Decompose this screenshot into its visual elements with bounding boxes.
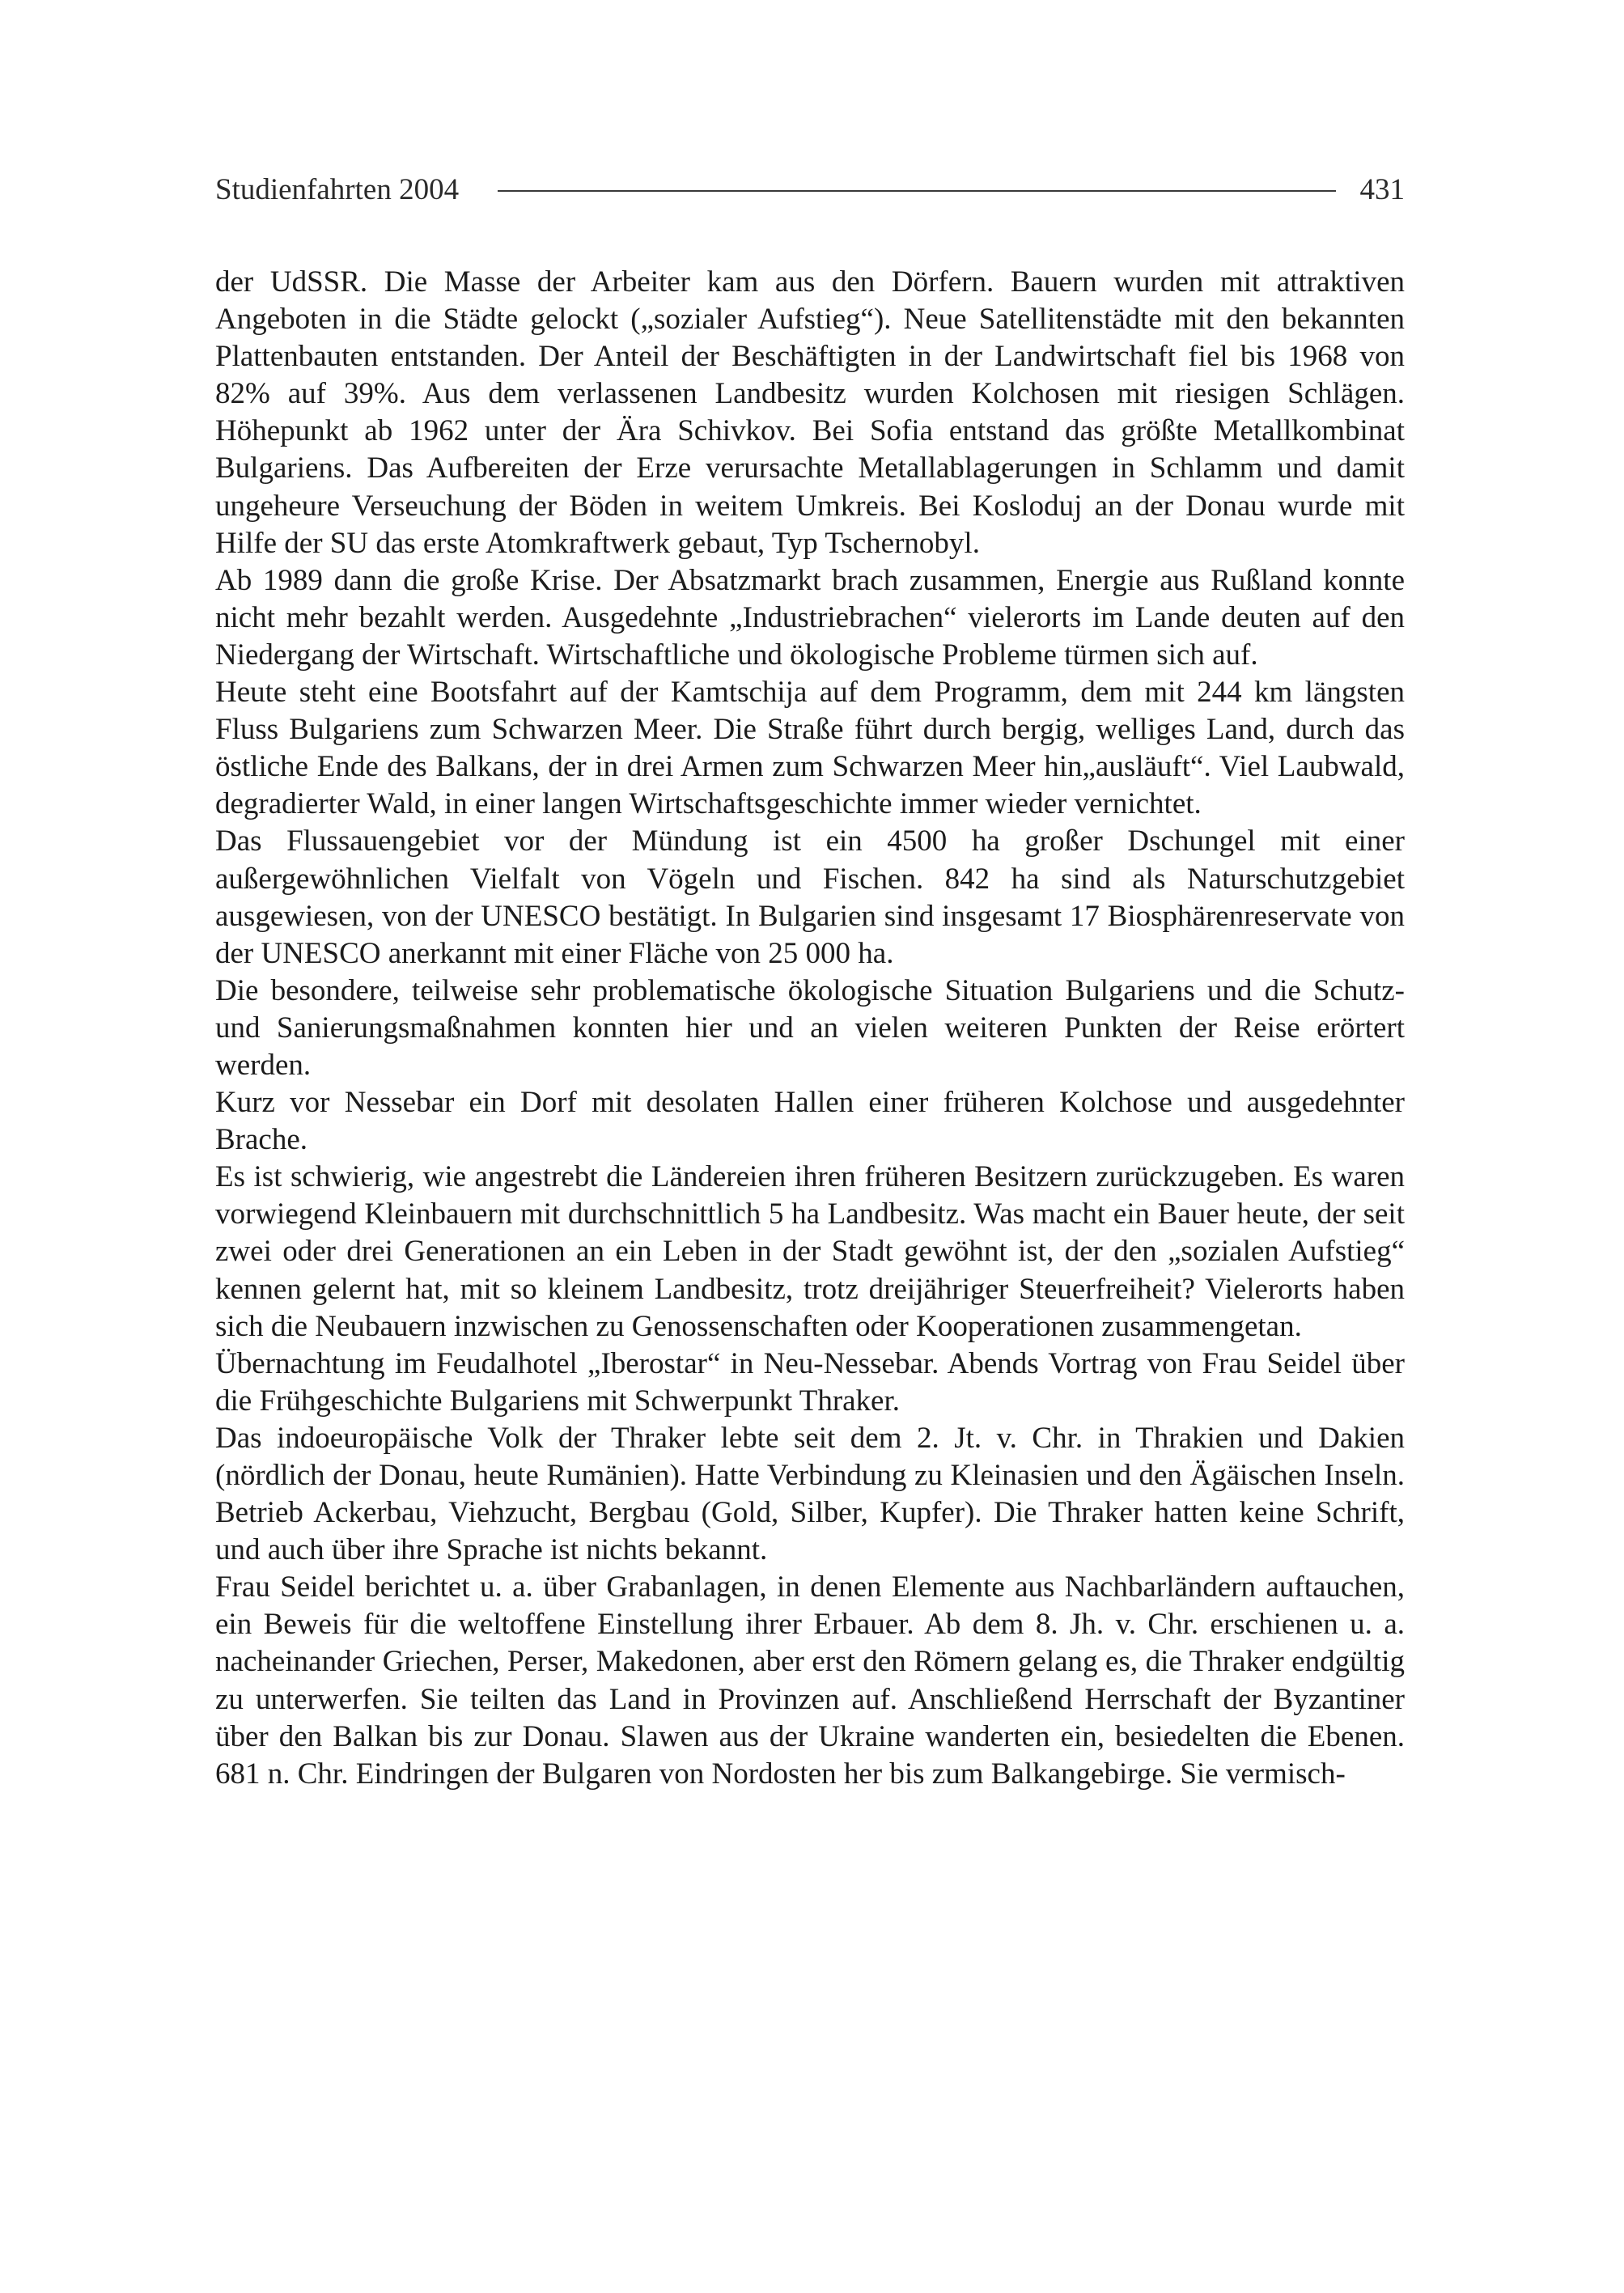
paragraph-history: Frau Seidel berichtet u. a. über Grabanlagen, in denen Elemente aus Nachbarländern auftauchen, ein Beweis für die weltoffene Einstellung ihrer Erbauer. Ab dem 8. Jh. v. Chr. erschienen u. a. nacheinander Griechen, Perser, Makedonen, aber erst den Römern gelang es, die Thraker endgültig zu unterwerfen. Sie teilten das Land in Provinzen auf. Anschließend Herrschaft der Byzantiner über den Balkan bis zur Donau. Slawen aus der Ukraine wanderten ein, besiedelten die Ebenen. 681 n. Chr. Eindringen der Bulgaren von Nordosten her bis zum Balkangebirge. Sie vermisch- xyxy=(215,1570,1405,1791)
paragraph-thracians: Das indoeuropäische Volk der Thraker lebte seit dem 2. Jt. v. Chr. in Thrakien und Dakien (nördlich der Donau, heute Rumänien). Hatte Verbindung zu Kleinasien und den Ägäischen Inseln. Betrieb Ackerbau, Viehzucht, Bergbau (Gold, Silber, Kupfer). Die Thraker hatten keine Schrift, und auch über ihre Sprache ist nichts bekannt. xyxy=(215,1421,1405,1567)
journal-title: Studienfahrten 2004 xyxy=(215,172,460,206)
page-number: 431 xyxy=(1359,172,1405,206)
paragraph-boat-trip: Heute steht eine Bootsfahrt auf der Kamtschija auf dem Programm, dem mit 244 km längsten Fluss Bulgariens zum Schwarzen Meer. Die Straße führt durch bergig, welliges Land, durch das östliche Ende des Balkans, der in drei Armen zum Schwarzen Meer hin„ausläuft“. Viel Laubwald, degradierter Wald, in einer langen Wirtschaftsgeschichte immer wieder vernichtet. xyxy=(215,676,1405,821)
paragraph-overnight-stay: Übernachtung im Feudalhotel „Iberostar“ in Neu-Nessebar. Abends Vortrag von Frau Seidel über die Frühgeschichte Bulgariens mit Schwerpunkt Thraker. xyxy=(215,1346,1405,1418)
body-text xyxy=(215,264,1405,1793)
paragraph-land-restitution: Es ist schwierig, wie angestrebt die Ländereien ihren früheren Besitzern zurückzugeben. Es waren vorwiegend Kleinbauern mit durchschnittlich 5 ha Landbesitz. Was macht ein Bauer heute, der seit zwei oder drei Generationen an ein Leben in der Stadt gewöhnt ist, der den „sozialen Aufstieg“ kennen gelernt hat, mit so kleinem Landbesitz, trotz dreijähriger Steuerfreiheit? Vielerorts haben sich die Neubauern inzwischen zu Genossenschaften oder Kooperationen zusammengetan. xyxy=(215,1160,1405,1343)
paragraph-floodplain: Das Flussauengebiet vor der Mündung ist ein 4500 ha großer Dschungel mit einer außergewöhnlichen Vielfalt von Vögeln und Fischen. 842 ha sind als Naturschutzgebiet ausgewiesen, von der UNESCO bestätigt. In Bulgarien sind insgesamt 17 Biosphärenreservate von der UNESCO anerkannt mit einer Fläche von 25 000 ha. xyxy=(215,824,1405,970)
paragraph-udssr: der UdSSR. Die Masse der Arbeiter kam aus den Dörfern. Bauern wurden mit attraktiven Angeboten in die Städte gelockt („sozialer Aufstieg“). Neue Satellitenstädte mit den bekannten Plattenbauten entstanden. Der Anteil der Beschäftigten in der Landwirtschaft fiel bis 1968 von 82% auf 39%. Aus dem verlassenen Landbesitz wurden Kolchosen mit riesigen Schlägen. Höhepunkt ab 1962 unter der Ära Schivkov. Bei Sofia entstand das größte Metallkombinat Bulgariens. Das Aufbereiten der Erze verursachte Metallablagerungen in Schlamm und damit ungeheure Verseuchung der Böden in weitem Umkreis. Bei Kosloduj an der Donau wurde mit Hilfe der SU das erste Atomkraftwerk gebaut, Typ Tschernobyl. xyxy=(215,265,1405,560)
header-rule xyxy=(498,190,1335,192)
paragraph-crisis-1989: Ab 1989 dann die große Krise. Der Absatzmarkt brach zusammen, Energie aus Rußland konnte nicht mehr bezahlt werden. Ausgedehnte „Industriebrachen“ vielerorts im Lande deuten auf den Niedergang der Wirtschaft. Wirtschaftliche und ökologische Probleme türmen sich auf. xyxy=(215,563,1405,672)
paragraph-nessebar-village: Kurz vor Nessebar ein Dorf mit desolaten Hallen einer früheren Kolchose und ausgedehnter Brache. xyxy=(215,1086,1405,1157)
paragraph-ecology: Die besondere, teilweise sehr problematische ökologische Situation Bulgariens und die Schutz- und Sanierungsmaßnahmen konnten hier und an vielen weiteren Punkten der Reise erörtert werden. xyxy=(215,973,1405,1082)
running-header xyxy=(215,167,1405,212)
